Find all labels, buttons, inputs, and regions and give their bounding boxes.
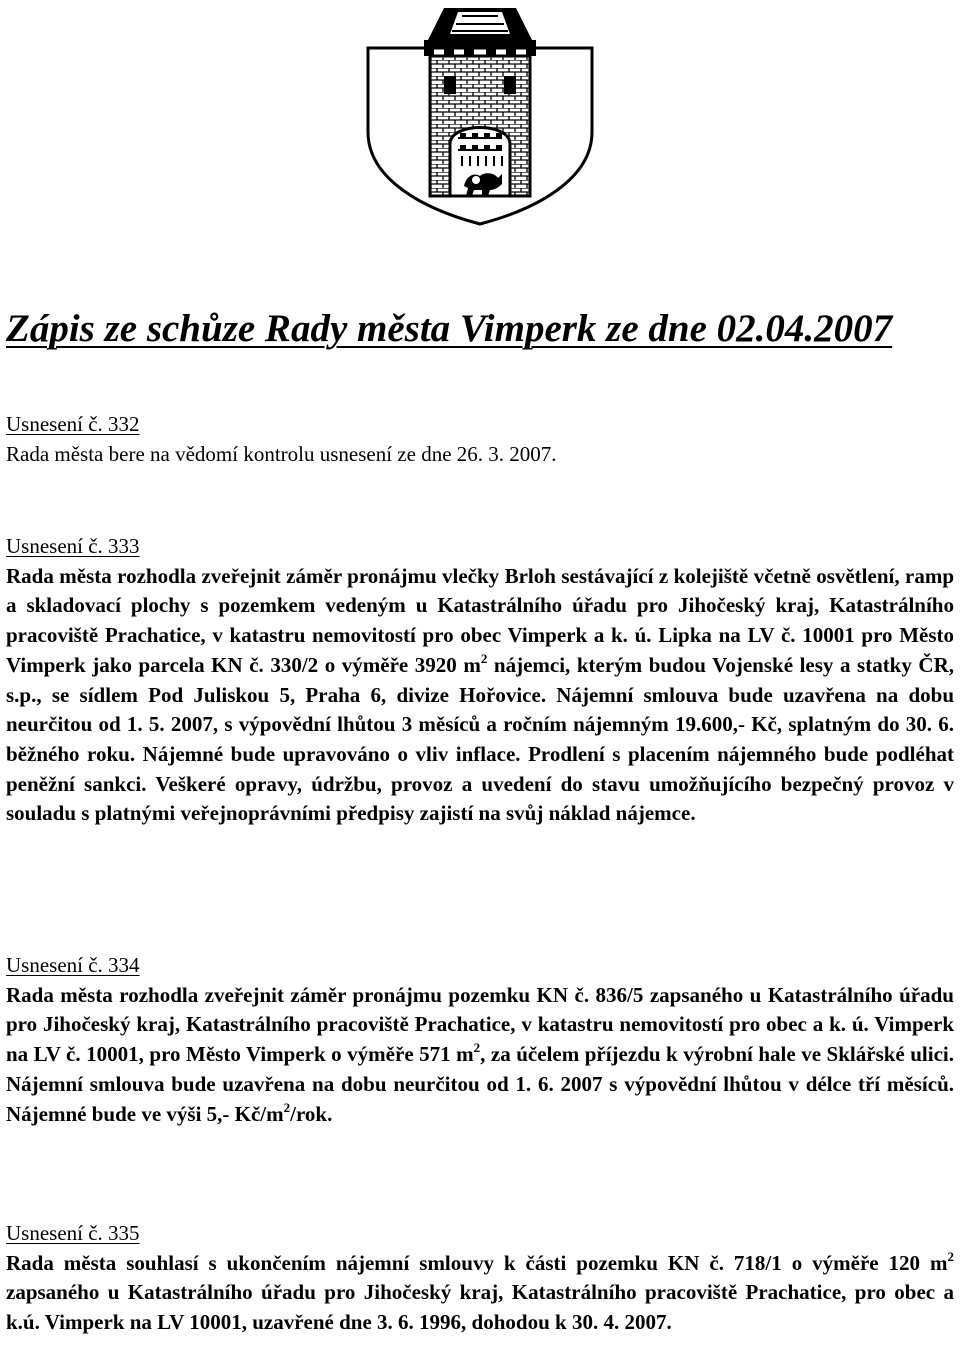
resolution-332: [6, 410, 954, 469]
resolution-text-part: Rada města rozhodla zveřejnit záměr pronájmu pozemku KN č. 836/5 zapsaného u Katastrálního úřadu pro Jihočeský kraj, Katastrálního pracoviště Prachatice, v katastru nemovitostí pro obec a k. ú. Vimperk na LV č. 10001, pro Město Vimperk o výměře 571 m: [6, 982, 954, 1067]
resolution-334: [6, 951, 954, 1129]
resolution-text-part: /rok.: [290, 1101, 333, 1126]
resolution-text: [6, 1249, 954, 1338]
superscript: 2: [480, 650, 488, 666]
resolution-heading: Usnesení č. 333: [6, 534, 140, 558]
resolution-heading: Usnesení č. 335: [6, 1221, 140, 1245]
resolution-text-part: Rada města souhlasí s ukončením nájemní smlouvy k části pozemku KN č. 718/1 o výměře 120 m: [6, 1250, 948, 1275]
superscript: 2: [947, 1248, 954, 1264]
resolution-text-part: nájemci, kterým budou Vojenské lesy a statky ČR, s.p., se sídlem Pod Juliskou 5, Praha 6, divize Hořovice. Nájemní smlouva bude uzavřena na dobu neurčitou od 1. 5. 2007, s výpovědní lhůtou 3 měsíců a ročním nájemným 19.600,- Kč, splatným do 30. 6. běžného roku. Nájemné bude upravováno o vliv inflace. Prodlení s placením nájemného bude podléhat peněžní sankci. Veškeré opravy, údržbu, provoz a uvedení do stavu umožňujícího bezpečný provoz v souladu s platnými veřejnoprávními předpisy zajistí na svůj náklad nájemce.: [6, 652, 955, 826]
resolution-text-part: , za účelem příjezdu k výrobní hale ve Sklářské ulici. Nájemní smlouva bude uzavřena na dobu neurčitou od 1. 6. 2007 s výpovědní lhůtou v délce tří měsíců. Nájemné bude ve výši 5,- Kč/m: [6, 1042, 954, 1126]
resolution-heading: Usnesení č. 334: [6, 953, 140, 977]
resolution-heading: Usnesení č. 332: [6, 412, 140, 436]
resolution-text: Rada města bere na vědomí kontrolu usnesení ze dne 26. 3. 2007.: [6, 441, 557, 466]
vimperk-crest-icon: [362, 4, 598, 226]
resolution-text: [6, 562, 954, 829]
superscript: 2: [473, 1040, 481, 1056]
resolution-333: [6, 532, 954, 829]
resolution-text-part: zapsaného u Katastrálního úřadu pro Jihočeský kraj, Katastrálního pracoviště Prachatice, pro obec a k.ú. Vimperk na LV 10001, uzavřené dne 3. 6. 1996, dohodou k 30. 4. 2007.: [6, 1280, 954, 1335]
document-title: Zápis ze schůze Rady města Vimperk ze dne 02.04.2007: [6, 307, 893, 350]
resolution-text-part: Rada města rozhodla zveřejnit záměr pronájmu vlečky Brloh sestávající z kolejiště včetně osvětlení, ramp a skladovací plochy s pozemkem vedeným u Katastrálního úřadu pro Jihočeský kraj, Katastrálního pracoviště Prachatice, v katastru nemovitostí pro obec Vimperk a k. ú. Lipka na LV č. 10001 pro Město Vimperk jako parcela KN č. 330/2 o výměře 3920 m: [6, 563, 954, 677]
superscript: 2: [283, 1099, 291, 1115]
resolution-text: [6, 981, 954, 1130]
resolution-335: [6, 1219, 954, 1338]
